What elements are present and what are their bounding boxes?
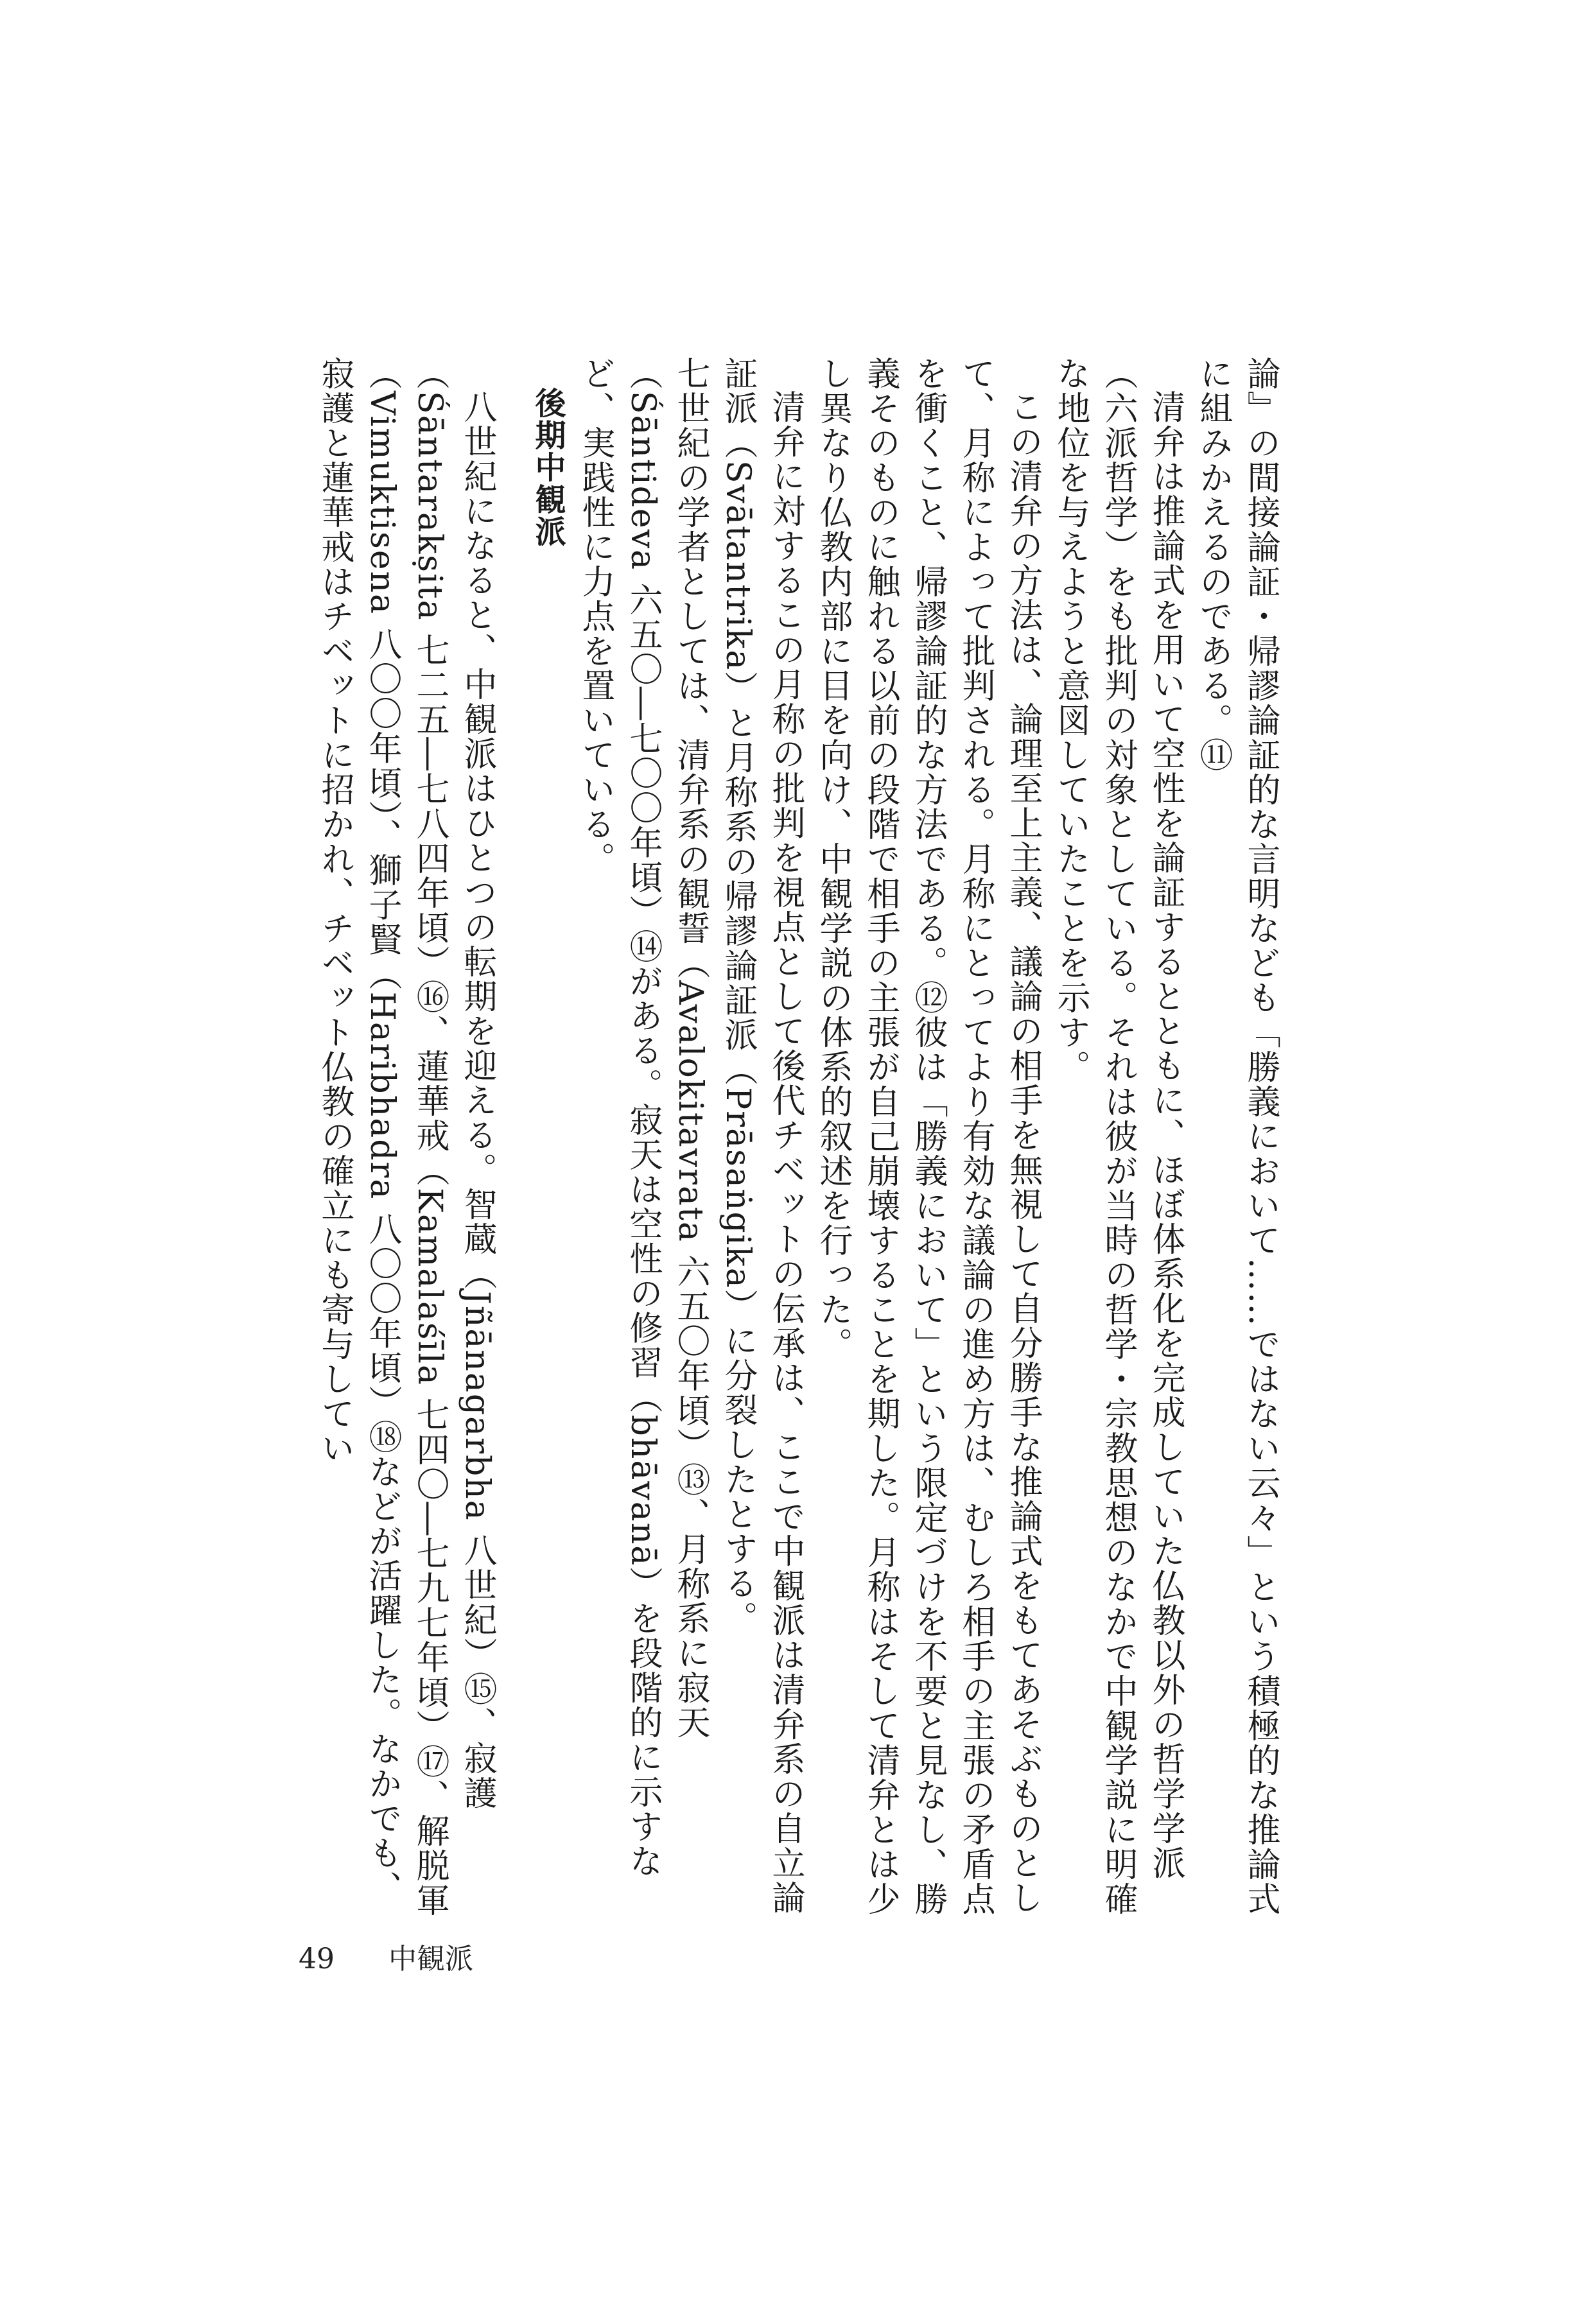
running-title: 中観派 (388, 1943, 473, 1975)
paragraph-qingbian-method: 清弁は推論式を用いて空性を論証するとともに、ほぼ体系化を完成していた仏教以外の哲学学派（六派哲学）をも批判の対象としている。それは彼が当時の哲学・宗教思想のなかで中観学説に明確な地位を与えようと意図していたことを示す。 (1051, 356, 1185, 1916)
paragraph-tibetan-tradition: 清弁に対するこの月称の批判を視点として後代チベットの伝承は、ここで中観派は清弁系の自立論証派（Svātantrika）と月称系の帰謬論証派（Prāsaṅgika）に分裂したとする。 (719, 356, 805, 1915)
paragraph-candrakirti-critique: この清弁の方法は、論理至上主義、議論の相手を無視して自分勝手な推論式をもてあそぶものとして、月称によって批判される。月称にとってより有効な議論の進め方は、むしろ相手の主張の矛盾点を衝くこと、帰謬論証的な方法である。⑫彼は「勝義において」という限定づけを不要と見なし、勝義そのものに触れる以前の段階で相手の主張が自己崩壊することを期した。月称はそして清弁とは少し異なり仏教内部に目を向け、中観学説の体系的叙述を行った。 (814, 356, 1042, 1916)
section-heading: 後期中観派 (530, 387, 566, 548)
paragraph-continuation: 論』の間接論証・帰謬論証的な言明なども「勝義において……ではない云々」という積極的な推論式に組みかえるのである。⑪ (1194, 356, 1280, 1916)
vertical-text-body (283, 356, 1284, 1923)
page-footer (299, 1936, 473, 1977)
paragraph-eighth-century: 八世紀になると、中観派はひとつの転期を迎える。智蔵（Jñānagarbha 八世紀）⑮、寂護（Śāntarakṣita 七二五―七八四年頃）⑯、蓮華戒（Kamalaśīla 七四〇―七九七年頃）⑰、解脱軍（Vimuktisena 八〇〇年頃）、獅子賢（Haribhadra 八〇〇年頃）⑱などが活躍した。なかでも、寂護と蓮華戒はチベットに招かれ、チベット仏教の確立にも寄与してい (315, 356, 496, 1918)
page-number: 49 (299, 1943, 335, 1975)
paragraph-seventh-century: 七世紀の学者としては、清弁系の観誓（Avalokitavrata 六五〇年頃）⑬、月称系に寂天（Śāntideva 六五〇―七〇〇年頃）⑭がある。寂天は空性の修習（bhāvanā）を段階的に示すなど、実践性に力点を置いている。 (576, 356, 710, 1879)
